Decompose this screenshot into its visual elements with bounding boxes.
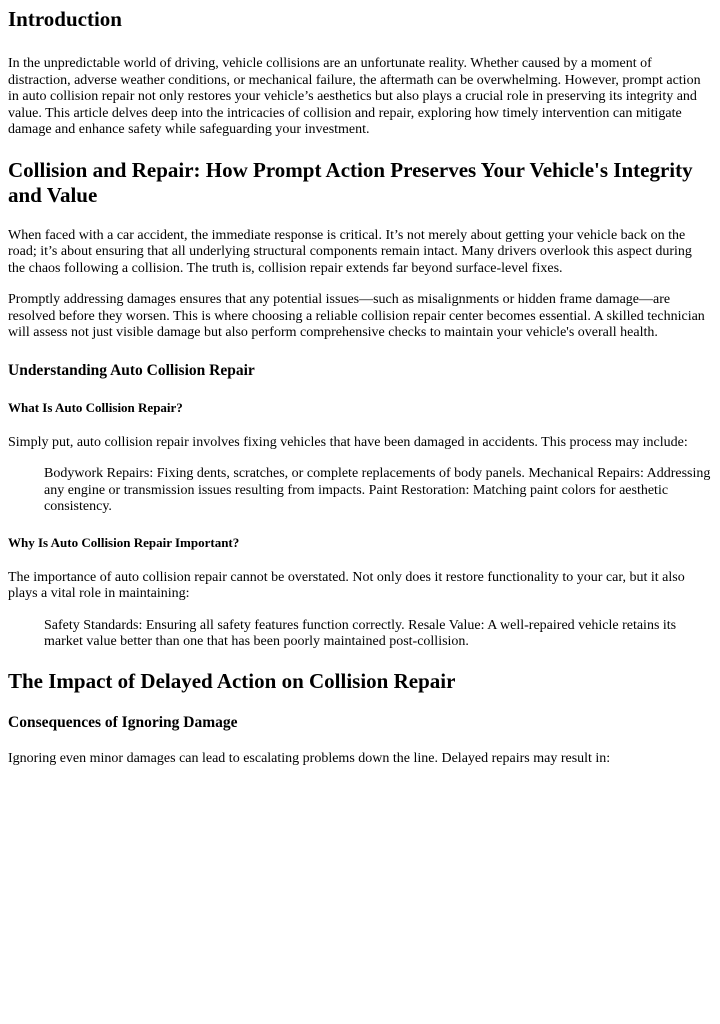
consequences-paragraph: Ignoring even minor damages can lead to escalating problems down the line. Delayed repairs may result in: (8, 750, 611, 766)
what-is-heading: What Is Auto Collision Repair? (8, 399, 183, 415)
introduction-heading: Introduction (8, 7, 122, 31)
why-important-heading: Why Is Auto Collision Repair Important? (8, 534, 240, 550)
what-is-list: Bodywork Repairs: Fixing dents, scratches, or complete replacements of body panels. Mechanical Repairs: Addressing any engine or transmission issues resulting from impacts. Paint Restoration: Matching paint colors for aesthetic consistency. (44, 466, 711, 514)
consequences-heading: Consequences of Ignoring Damage (8, 713, 238, 731)
understanding-heading: Understanding Auto Collision Repair (8, 361, 255, 379)
why-important-paragraph: The importance of auto collision repair cannot be overstated. Not only does it restore functionality to your car, but it also plays a vital role in maintaining: (8, 569, 685, 601)
why-important-list: Safety Standards: Ensuring all safety features function correctly. Resale Value: A well-repaired vehicle retains its market value better than one that has been poorly maintained post-collision. (44, 617, 677, 649)
collision-repair-paragraph-1: When faced with a car accident, the immediate response is critical. It’s not merely about getting your vehicle back on the road; it’s about ensuring that all underlying structural components remain intact. Many drivers overlook this aspect during the chaos following a collision. The truth is, collision repair extends far beyond surface-level fixes. (8, 227, 692, 276)
collision-repair-paragraph-2: Promptly addressing damages ensures that any potential issues—such as misalignments or hidden frame damage—are resolved before they worsen. This is where choosing a reliable collision repair center becomes essential. A skilled technician will assess not just visible damage but also perform comprehensive checks to maintain your vehicle's overall health. (8, 292, 705, 340)
introduction-paragraph: In the unpredictable world of driving, vehicle collisions are an unfortunate reality. Whether caused by a moment of distraction, adverse weather conditions, or mechanical failure, the aftermath can be overwhelming. However, prompt action in auto collision repair not only restores your vehicle’s aesthetics but also plays a crucial role in preserving its integrity and value. This article delves deep into the intricacies of collision and repair, exploring how timely intervention can mitigate damage and enhance safety while safeguarding your investment. (8, 56, 701, 137)
collision-repair-heading: Collision and Repair: How Prompt Action Preserves Your Vehicle's Integrity and Value (8, 157, 693, 207)
delayed-action-heading: The Impact of Delayed Action on Collision Repair (8, 668, 456, 693)
what-is-paragraph: Simply put, auto collision repair involves fixing vehicles that have been damaged in accidents. This process may include: (8, 434, 688, 450)
article (0, 7, 720, 767)
